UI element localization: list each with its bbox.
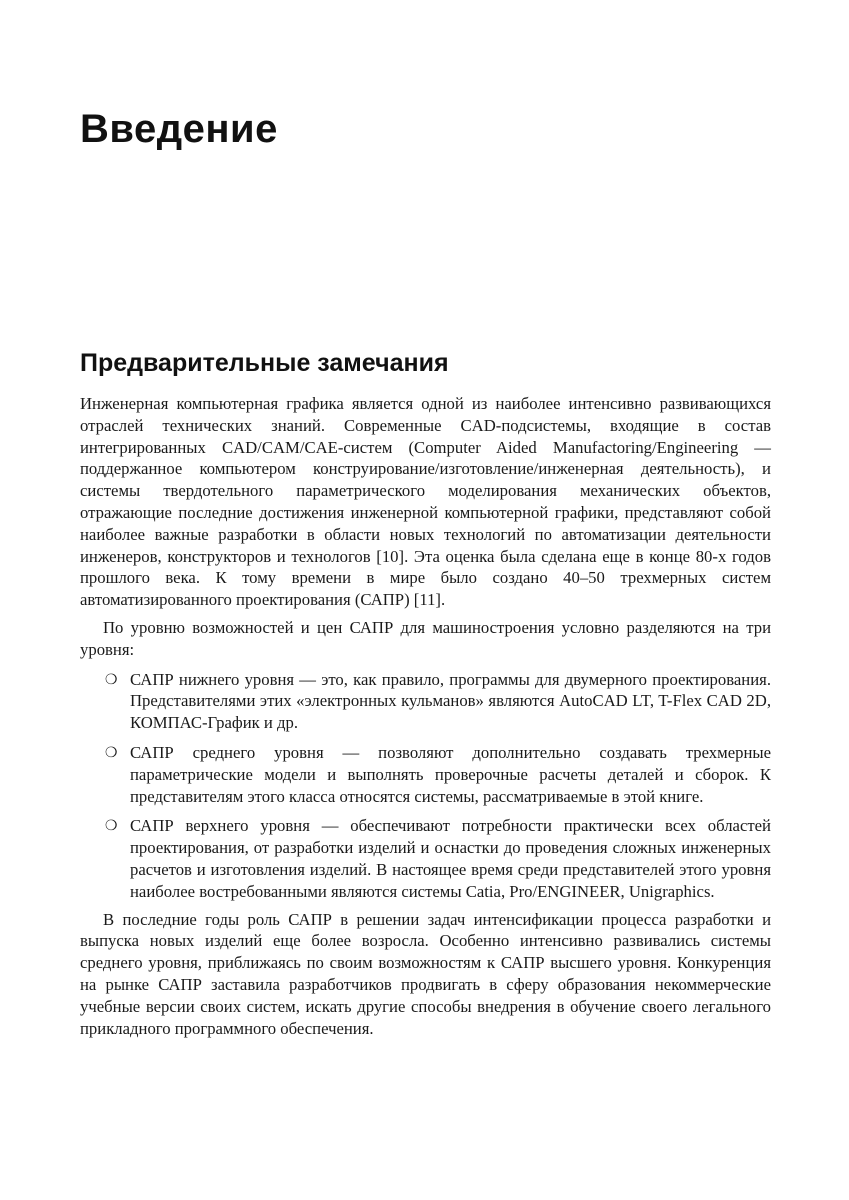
chapter-title: Введение [80, 107, 278, 151]
list-item-text: САПР нижнего уровня — это, как правило, программы для двумерного проектирования. Представителями этих «электронных кульманов» являются AutoCAD LT, T-Flex CAD 2D, КОМПАС-График и др. [130, 669, 771, 733]
list-item [80, 669, 771, 734]
list-item-text: САПР среднего уровня — позволяют дополнительно создавать трехмерные параметрические модели и выполнять проверочные расчеты деталей и сборок. К представителям этого класса относятся системы, рассматриваемые в этой книге. [130, 742, 771, 806]
paragraph: По уровню возможностей и цен САПР для машиностроения условно разделяются на три уровня: [80, 617, 771, 659]
paragraph: В последние годы роль САПР в решении задач интенсификации процесса разработки и выпуска новых изделий еще более возросла. Особенно интенсивно развивались системы среднего уровня, приближаясь по своим возможностям к САПР высшего уровня. Конкуренция на рынке САПР заставила разработчиков продвигать в сферу образования некоммерческие учебные версии своих систем, искать другие способы внедрения в обучение своего легального прикладного программного обеспечения. [80, 909, 771, 1038]
section-heading: Предварительные замечания [80, 349, 449, 377]
paragraph: Инженерная компьютерная графика является одной из наиболее интенсивно развивающихся отраслей технических знаний. Современные CAD-подсистемы, входящие в состав интегрированных CAD/CAM/CAE-систем (Computer Aided Manufactoring/Engineering — поддержанное компьютером конструирование/изготовление/инженерная деятельность), и системы твердотельного параметрического моделирования механических объектов, отражающие последние достижения инженерной компьютерной графики, представляют собой наиболее важные разработки в области новых технологий по автоматизации деятельности инженеров, конструкторов и технологов [10]. Эта оценка была сделана еще в конце 80-х годов прошлого века. К тому времени в мире было создано 40–50 трехмерных систем автоматизированного проектирования (САПР) [11]. [80, 394, 771, 610]
circle-bullet-icon: ❍ [105, 671, 118, 688]
list-item [80, 815, 771, 902]
circle-bullet-icon: ❍ [105, 744, 118, 761]
list-item-text: САПР верхнего уровня — обеспечивают потребности практически всех областей проектирования, от разработки изделий и оснастки до проведения сложных инженерных расчетов и изготовления изделий. В настоящее время среди представителей этого уровня наиболее востребованными являются системы Catia, Pro/ENGINEER, Unigraphics. [130, 816, 771, 901]
page-content [80, 0, 771, 1039]
body-text [80, 393, 771, 1039]
bullet-list [80, 669, 771, 903]
list-item [80, 742, 771, 807]
circle-bullet-icon: ❍ [105, 818, 118, 835]
